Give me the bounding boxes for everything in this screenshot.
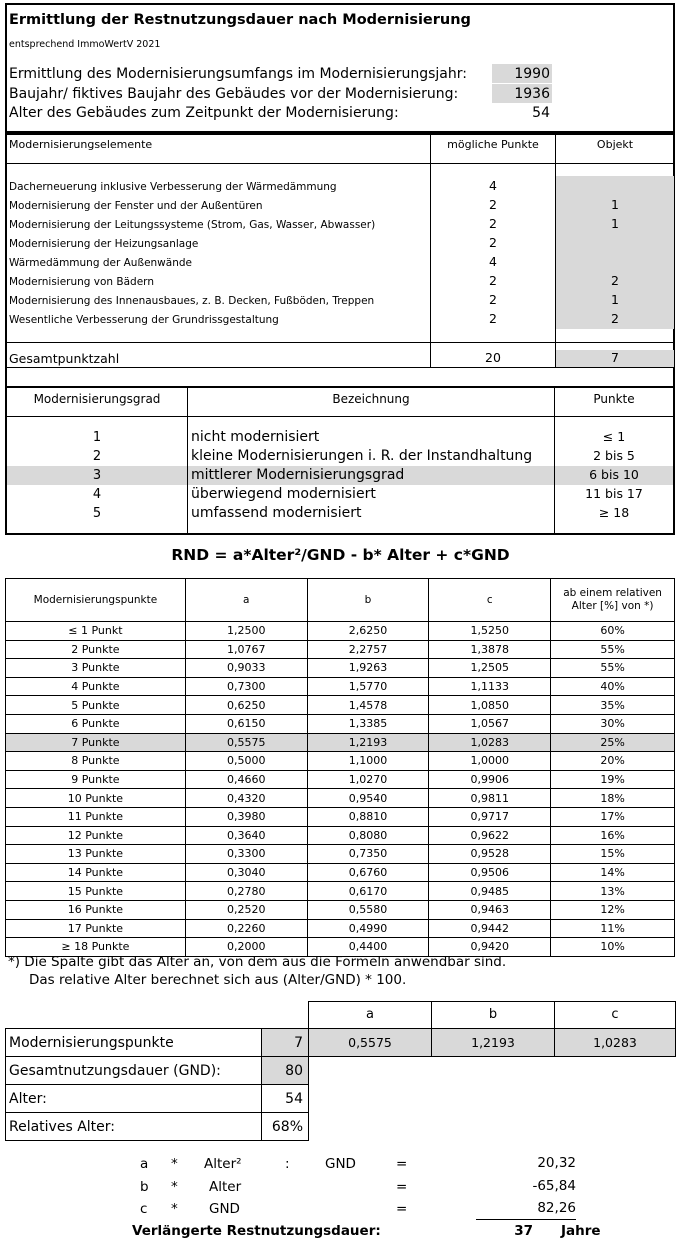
table-cell: 1,2505 [429,659,551,678]
table-row [6,640,675,659]
result-value: 82,26 [537,1200,576,1216]
table-cell: 1,0283 [429,733,551,752]
element-name: Wesentliche Verbesserung der Grundrissgestaltung [9,314,279,326]
result-var: c [140,1201,148,1217]
footnote-line-2: Das relative Alter berechnet sich aus (Alter/GND) * 100. [29,972,407,988]
table-cell: 40% [551,677,675,696]
result-op: * [171,1179,178,1195]
table-header-cell: ab einem relativen Alter [%] von *) [551,579,675,622]
calc-points-label: Modernisierungspunkte [9,1035,174,1051]
grade-number: 4 [92,487,102,502]
table-cell: 0,9033 [185,659,307,678]
table-cell: 14% [551,863,675,882]
element-object: 2 [611,311,619,326]
table-cell: 1,5250 [429,622,551,641]
header-row-label: Ermittlung des Modernisierungsumfangs im Modernisierungsjahr: [9,66,467,82]
table-cell: 4 Punkte [6,677,186,696]
grade-number: 1 [92,430,102,445]
table-cell: 0,9442 [429,919,551,938]
table-cell: 0,9528 [429,845,551,864]
table-cell: 0,9622 [429,826,551,845]
grade-points: ≤ 1 [602,429,626,444]
table-cell: 0,3980 [185,807,307,826]
table-cell: 17 Punkte [6,919,186,938]
table-cell: 0,9717 [429,807,551,826]
table-cell: 15 Punkte [6,882,186,901]
grade-number: 3 [92,468,102,483]
table-cell: 20% [551,752,675,771]
result-value: -65,84 [532,1178,576,1194]
table-cell: 0,9420 [429,938,551,957]
table-header-cell: a [185,579,307,622]
element-name: Modernisierung von Bädern [9,276,154,288]
table-cell: 0,7300 [185,677,307,696]
result-gnd: GND [325,1156,356,1172]
result-eq: = [396,1179,408,1195]
result-term: Alter [209,1179,242,1195]
table-row [6,882,675,901]
calc-gnd-value: 80 [285,1063,303,1079]
grade-points: 11 bis 17 [585,486,643,501]
table-cell: 0,2000 [185,938,307,957]
table-cell: 0,9811 [429,789,551,808]
table-cell: 14 Punkte [6,863,186,882]
table-row [6,845,675,864]
table-header-cell: b [307,579,429,622]
table-cell: 19% [551,770,675,789]
table-cell: 55% [551,659,675,678]
result-value: 20,32 [537,1155,576,1171]
page-subtitle: entsprechend ImmoWertV 2021 [9,39,161,50]
result-var: b [140,1179,149,1195]
table-cell: 18% [551,789,675,808]
table-cell: 11 Punkte [6,807,186,826]
table-row [6,789,675,808]
element-name: Modernisierung der Fenster und der Außentüren [9,200,263,212]
col-grade-header: Modernisierungsgrad [33,392,161,406]
table-cell: 1,3385 [307,714,429,733]
calc-age-label: Alter: [9,1091,47,1107]
table-cell: 0,9485 [429,882,551,901]
calc-c-value: 1,0283 [593,1035,637,1050]
col-desc-header: Bezeichnung [332,392,410,406]
result-eq: = [396,1156,408,1172]
calc-gnd-label: Gesamtnutzungsdauer (GND): [9,1063,221,1079]
table-cell: 2,6250 [307,622,429,641]
element-object: 1 [611,216,619,231]
calc-col-c-label: c [611,1007,619,1022]
table-cell: 55% [551,640,675,659]
table-cell: 0,4320 [185,789,307,808]
table-cell: 2,2757 [307,640,429,659]
table-cell: 1,0270 [307,770,429,789]
element-possible: 2 [489,216,497,231]
points-table [5,578,675,957]
header-row-label: Alter des Gebäudes zum Zeitpunkt der Modernisierung: [9,105,399,121]
footnote-line-1: *) Die Spalte gibt das Alter an, von dem aus die Formeln anwendbar sind. [8,954,507,970]
calc-col-a-label: a [366,1007,374,1022]
table-header-row [6,579,675,622]
table-cell: ≥ 18 Punkte [6,938,186,957]
element-possible: 2 [489,273,497,288]
table-cell: 1,3878 [429,640,551,659]
grade-desc: überwiegend modernisiert [191,486,376,502]
table-cell: 1,1133 [429,677,551,696]
element-possible: 2 [489,311,497,326]
table-row [6,900,675,919]
result-op: * [171,1156,178,1172]
table-cell: 35% [551,696,675,715]
header-row-value: 54 [532,105,550,121]
table-cell: 60% [551,622,675,641]
table-row [6,714,675,733]
table-cell: 9 Punkte [6,770,186,789]
table-cell: 16% [551,826,675,845]
table-cell: 10% [551,938,675,957]
table-cell: 16 Punkte [6,900,186,919]
calc-rel-value: 68% [271,1119,303,1135]
final-label: Verlängerte Restnutzungsdauer: [132,1223,381,1239]
divider [5,342,675,343]
calc-a-value: 0,5575 [348,1035,392,1050]
element-possible: 2 [489,292,497,307]
total-possible: 20 [485,350,501,365]
page-title: Ermittlung der Restnutzungsdauer nach Modernisierung [9,12,471,28]
result-div: : [285,1156,290,1172]
result-eq: = [396,1201,408,1217]
element-object: 1 [611,197,619,212]
grade-desc: nicht modernisiert [191,429,320,445]
table-cell: 5 Punkte [6,696,186,715]
result-term: Alter² [204,1156,242,1172]
table-cell: 15% [551,845,675,864]
grade-desc: umfassend modernisiert [191,505,362,521]
table-row [6,863,675,882]
table-row [6,807,675,826]
divider [187,386,188,535]
header-row-value: 1990 [514,66,550,82]
element-name: Wärmedämmung der Außenwände [9,257,192,269]
table-row [6,733,675,752]
grade-desc: mittlerer Modernisierungsgrad [191,467,405,483]
table-cell: 0,9906 [429,770,551,789]
header-row-value: 1936 [514,86,550,102]
final-value: 37 [514,1223,533,1239]
table-cell: 11% [551,919,675,938]
table-cell: 0,9463 [429,900,551,919]
table-row [6,770,675,789]
grade-number: 2 [92,449,102,464]
table-cell: 1,0567 [429,714,551,733]
table-header-cell: c [429,579,551,622]
element-possible: 4 [489,178,497,193]
table-cell: 8 Punkte [6,752,186,771]
table-cell: 0,5000 [185,752,307,771]
table-cell: 0,7350 [307,845,429,864]
table-row [6,622,675,641]
col-object-header: Objekt [596,138,634,151]
total-object: 7 [611,350,619,365]
table-cell: 0,5575 [185,733,307,752]
table-cell: 12% [551,900,675,919]
col-possible-header: mögliche Punkte [447,138,539,151]
table-cell: 1,2500 [185,622,307,641]
grade-desc: kleine Modernisierungen i. R. der Instandhaltung [191,448,533,464]
calc-b-value: 1,2193 [471,1035,515,1050]
element-possible: 2 [489,197,497,212]
table-row [6,919,675,938]
table-cell: 25% [551,733,675,752]
table-cell: 6 Punkte [6,714,186,733]
table-cell: 1,4578 [307,696,429,715]
header-row-label: Baujahr/ fiktives Baujahr des Gebäudes vor der Modernisierung: [9,86,459,102]
table-header-cell: Modernisierungspunkte [6,579,186,622]
table-cell: ≤ 1 Punkt [6,622,186,641]
element-name: Modernisierung der Heizungsanlage [9,238,199,250]
table-cell: 0,3300 [185,845,307,864]
table-cell: 2 Punkte [6,640,186,659]
calc-age-value: 54 [285,1091,303,1107]
table-cell: 0,6170 [307,882,429,901]
grade-points: 2 bis 5 [593,448,635,463]
table-cell: 0,8080 [307,826,429,845]
table-cell: 30% [551,714,675,733]
table-cell: 0,2780 [185,882,307,901]
result-var: a [140,1156,149,1172]
table-cell: 0,3040 [185,863,307,882]
table-cell: 0,3640 [185,826,307,845]
table-cell: 12 Punkte [6,826,186,845]
table-row [6,696,675,715]
table-cell: 1,1000 [307,752,429,771]
calc-col-b-label: b [488,1007,498,1022]
element-possible: 2 [489,235,497,250]
formula-heading: RND = a*Alter²/GND - b* Alter + c*GND [171,546,510,564]
element-name: Dacherneuerung inklusive Verbesserung der Wärmedämmung [9,181,337,193]
table-cell: 1,0767 [185,640,307,659]
table-cell: 0,4400 [307,938,429,957]
element-object: 2 [611,273,619,288]
table-cell: 0,9506 [429,863,551,882]
divider [5,163,675,164]
total-label: Gesamtpunktzahl [9,351,120,366]
result-term: GND [209,1201,240,1217]
table-cell: 0,6250 [185,696,307,715]
divider [430,133,431,368]
table-cell: 13 Punkte [6,845,186,864]
table-cell: 1,0850 [429,696,551,715]
divider [5,367,675,368]
grade-points: ≥ 18 [598,505,630,520]
grade-points: 6 bis 10 [589,467,639,482]
grade-number: 5 [92,506,102,521]
table-cell: 1,5770 [307,677,429,696]
table-cell: 1,2193 [307,733,429,752]
table-cell: 7 Punkte [6,733,186,752]
table-cell: 0,8810 [307,807,429,826]
table-cell: 0,2260 [185,919,307,938]
element-object: 1 [611,292,619,307]
table-cell: 3 Punkte [6,659,186,678]
result-op: * [171,1201,178,1217]
table-cell: 1,0000 [429,752,551,771]
table-cell: 0,6150 [185,714,307,733]
element-possible: 4 [489,254,497,269]
table-row [6,752,675,771]
table-cell: 0,6760 [307,863,429,882]
table-row [6,677,675,696]
element-name: Modernisierung des Innenausbaues, z. B. Decken, Fußböden, Treppen [9,295,375,307]
table-cell: 0,4660 [185,770,307,789]
col-points-header: Punkte [593,392,635,406]
calc-rel-label: Relatives Alter: [9,1119,115,1135]
col-element-header: Modernisierungselemente [9,138,153,151]
sum-line [476,1219,576,1220]
table-cell: 1,9263 [307,659,429,678]
table-cell: 10 Punkte [6,789,186,808]
table-cell: 13% [551,882,675,901]
table-cell: 0,9540 [307,789,429,808]
divider [555,133,556,368]
table-cell: 17% [551,807,675,826]
table-row [6,659,675,678]
divider [5,416,675,417]
table-row [6,826,675,845]
table-cell: 0,2520 [185,900,307,919]
final-unit: Jahre [561,1223,601,1239]
table-cell: 0,4990 [307,919,429,938]
calc-points-value: 7 [294,1035,303,1051]
element-name: Modernisierung der Leitungssysteme (Strom, Gas, Wasser, Abwasser) [9,219,376,231]
table-cell: 0,5580 [307,900,429,919]
